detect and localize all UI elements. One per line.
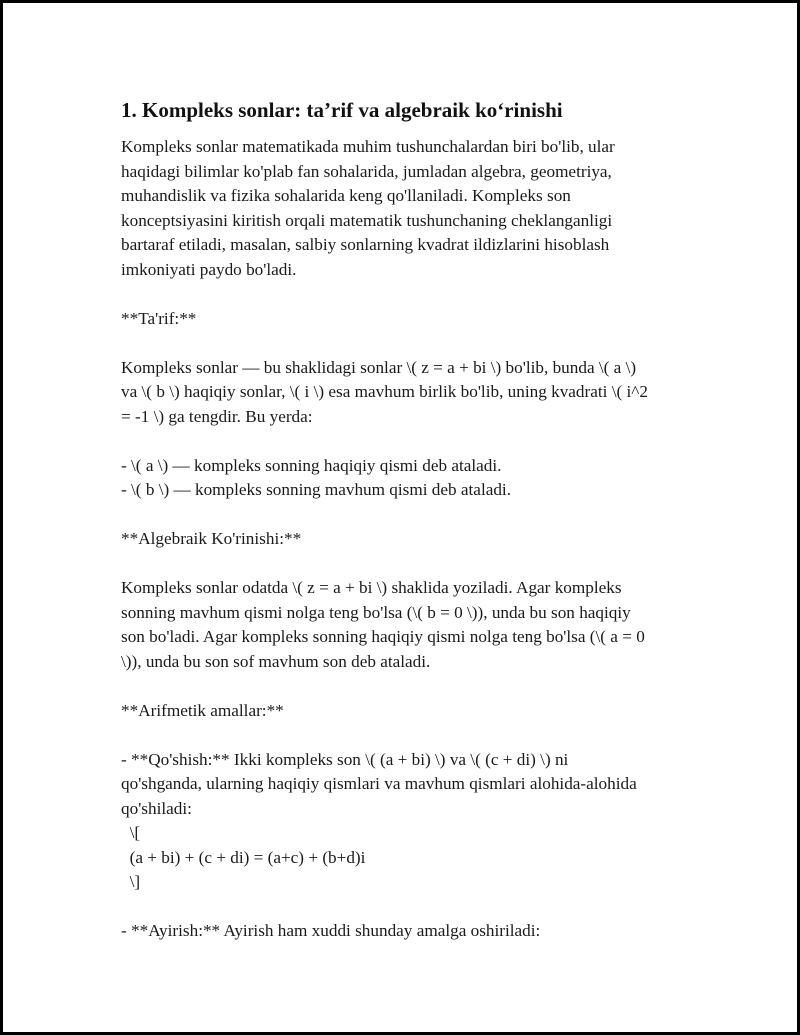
intro-line: haqidagi bilimlar ko'plab fan sohalarida, jumladan algebra, geometriya, <box>121 161 612 181</box>
qoshish-paragraph <box>121 748 721 895</box>
tarif-line: = -1 \) ga tengdir. Bu yerda: <box>121 406 313 426</box>
blank-line <box>121 282 721 307</box>
blank-line <box>121 723 721 748</box>
document-content <box>121 95 721 944</box>
intro-line: muhandislik va fizika sohalarida keng qo'llaniladi. Kompleks son <box>121 186 571 205</box>
algebraik-line: \)), unda bu son sof mavhum son deb ataladi. <box>121 651 431 671</box>
algebraik-line: sonning mavhum qismi nolga teng bo'lsa (\( b = 0 \)), unda bu son haqiqiy <box>121 602 631 622</box>
list-item: - \( a \) — kompleks sonning haqiqiy qismi deb ataladi. <box>121 455 502 475</box>
ayirish-line: - **Ayirish:** Ayirish ham xuddi shunday amalga oshiriladi: <box>121 921 541 940</box>
algebraik-line: son bo'ladi. Agar kompleks sonning haqiqiy qismi nolga teng bo'lsa (\( a = 0 <box>121 627 645 646</box>
blank-line <box>121 331 721 356</box>
algebraik-heading: **Algebraik Ko'rinishi:** <box>121 529 302 548</box>
intro-line: imkoniyati paydo bo'ladi. <box>121 259 297 279</box>
tarif-paragraph <box>121 356 721 430</box>
list-item: - \( b \) — kompleks sonning mavhum qismi deb ataladi. <box>121 480 512 499</box>
blank-line <box>121 552 721 577</box>
formula-line: \[ <box>121 823 141 842</box>
blank-line <box>121 503 721 528</box>
blank-line <box>121 429 721 454</box>
qoshish-line: qo'shiladi: <box>121 798 192 818</box>
qoshish-line: - **Qo'shish:** Ikki kompleks son \( (a + bi) \) va \( (c + di) \) ni <box>121 749 569 769</box>
arifmetik-heading: **Arifmetik amallar:** <box>121 700 284 720</box>
qoshish-line: qo'shganda, ularning haqiqiy qismlari va mavhum qismlari alohida-alohida <box>121 774 637 793</box>
formula-line: \] <box>121 872 141 891</box>
formula-line: (a + bi) + (c + di) = (a+c) + (b+d)i <box>121 847 366 867</box>
intro-paragraph <box>121 135 721 282</box>
tarif-heading: **Ta'rif:** <box>121 308 197 328</box>
tarif-list <box>121 454 721 503</box>
document-heading: 1. Kompleks sonlar: ta’rif va algebraik ko‘rinishi <box>121 98 563 122</box>
intro-line: bartaraf etiladi, masalan, salbiy sonlarning kvadrat ildizlarini hisoblash <box>121 235 610 254</box>
blank-line <box>121 674 721 699</box>
blank-line <box>121 895 721 920</box>
algebraik-paragraph <box>121 576 721 674</box>
algebraik-line: Kompleks sonlar odatda \( z = a + bi \) shaklida yoziladi. Agar kompleks <box>121 578 622 597</box>
intro-line: Kompleks sonlar matematikada muhim tushunchalardan biri bo'lib, ular <box>121 137 615 156</box>
intro-line: konceptsiyasini kiritish orqali matematik tushunchaning cheklanganligi <box>121 210 613 230</box>
tarif-line: Kompleks sonlar — bu shaklidagi sonlar \( z = a + bi \) bo'lib, bunda \( a \) <box>121 357 637 377</box>
tarif-line: va \( b \) haqiqiy sonlar, \( i \) esa mavhum birlik bo'lib, uning kvadrati \( i^2 <box>121 382 648 401</box>
